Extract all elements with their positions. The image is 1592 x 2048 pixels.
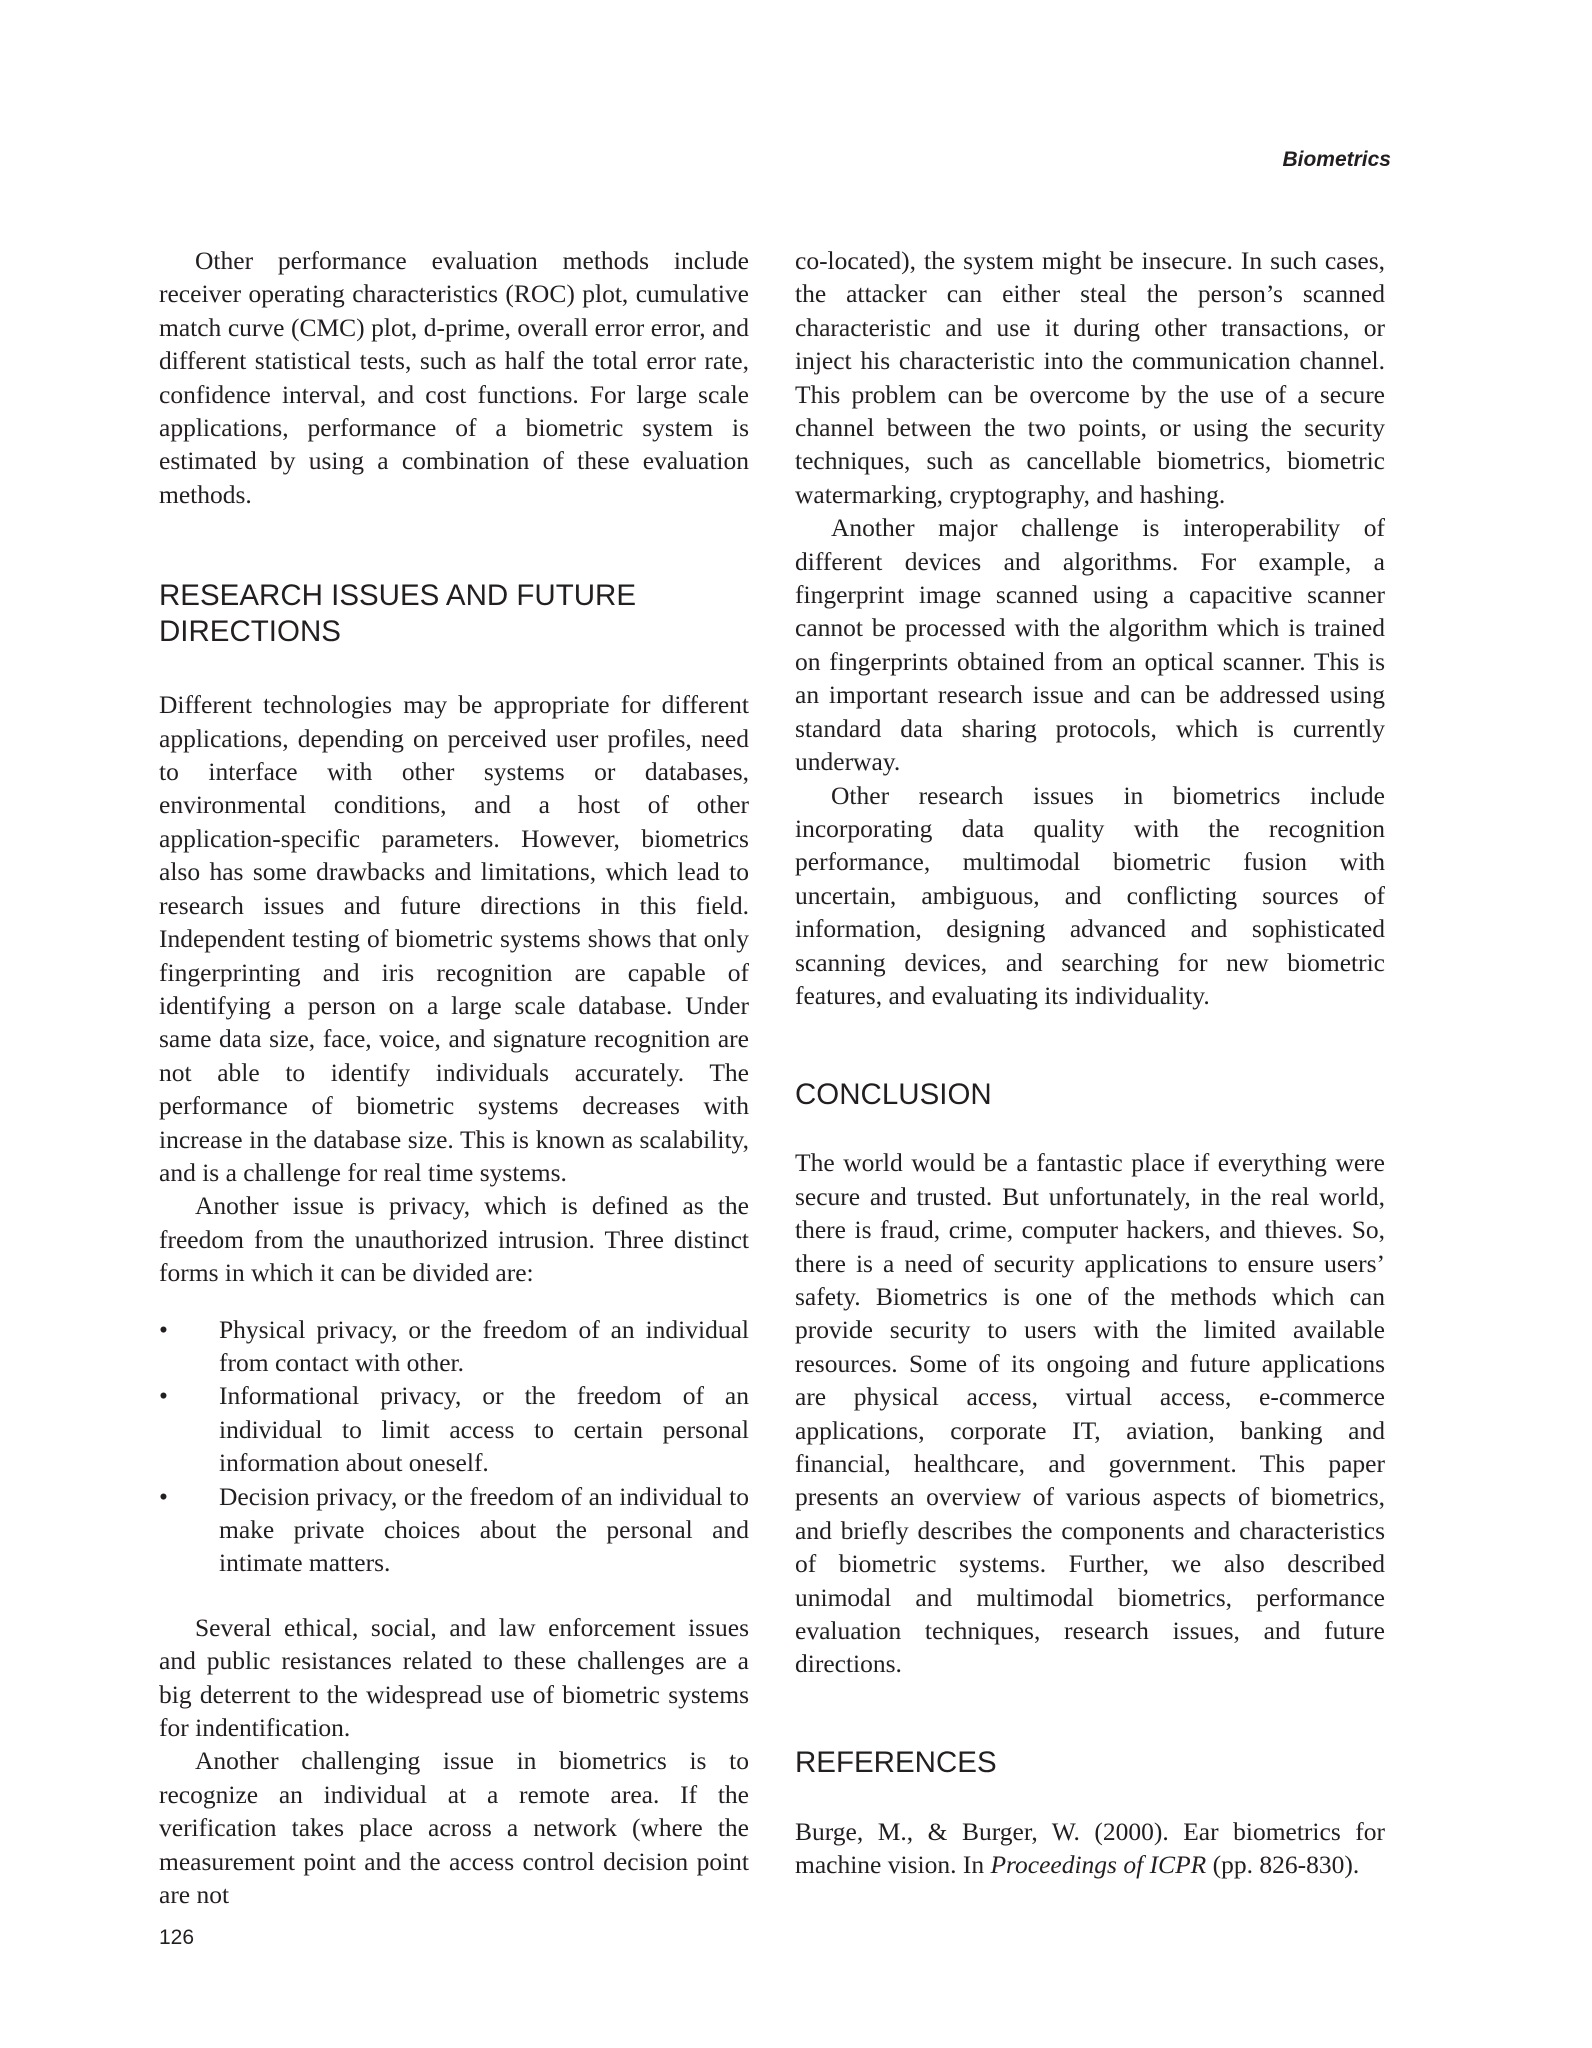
- list-item-text: Physical privacy, or the freedom of an individual from contact with other.: [219, 1314, 749, 1377]
- section-heading-research-issues: RESEARCH ISSUES AND FUTURE DIRECTIONS: [159, 579, 636, 649]
- list-item-text: Informational privacy, or the freedom of an individual to limit access to certain personal information about oneself.: [219, 1381, 749, 1478]
- research-paragraph-2: Another issue is privacy, which is defined as the freedom from the unauthorized intrusion. Three distinct forms in which it can be divided are:: [159, 1191, 749, 1288]
- reference-pages: (pp. 826-830).: [1212, 1850, 1360, 1880]
- conclusion-paragraph: The world would be a fantastic place if everything were secure and trusted. But unfortunately, in the real world, there is fraud, crime, computer hackers, and thieves. So, there is a need of security applications to ensure users’ safety. Biometrics is one of the methods which can provide security to users with the limited available resources. Some of its ongoing and future applications are physical access, virtual access, e-commerce applications, corporate IT, aviation, banking and financial, healthcare, and government. This paper presents an overview of various aspects of biometrics, and briefly describes the components and characteristics of biometric systems. Further, we also described unimodal and multimodal biometrics, performance evaluation techniques, research issues, and future directions.: [795, 1148, 1385, 1679]
- continued-paragraph: co-located), the system might be insecure. In such cases, the attacker can either steal the person’s scanned characteristic and use it during other transactions, or inject his characteristic into the communication channel. This problem can be overcome by the use of a secure channel between the two points, or using the security techniques, such as cancellable biometrics, biometric watermarking, cryptography, and hashing.: [795, 246, 1385, 509]
- list-item: [159, 1379, 749, 1479]
- list-item: [159, 1480, 749, 1580]
- section-heading-conclusion: CONCLUSION: [795, 1078, 992, 1112]
- bullet-icon: •: [159, 1314, 168, 1344]
- reference-entry: [795, 1815, 1385, 1882]
- right-column: [795, 244, 1385, 1882]
- intro-paragraph: Other performance evaluation methods include receiver operating characteristics (ROC) plot, cumulative match curve (CMC) plot, d-prime, overall error error, and different statistical tests, such as half the total error rate, confidence interval, and cost functions. For large scale applications, performance of a biometric system is estimated by using a combination of these evaluation methods.: [159, 246, 749, 509]
- page-number: 126: [159, 1926, 195, 1949]
- bullet-icon: •: [159, 1381, 168, 1411]
- bullet-icon: •: [159, 1481, 168, 1511]
- privacy-forms-list: [159, 1313, 749, 1580]
- list-item-text: Decision privacy, or the freedom of an individual to make private choices about the personal and intimate matters.: [219, 1481, 749, 1578]
- left-column: [159, 244, 749, 1911]
- running-head: Biometrics: [1282, 148, 1391, 171]
- reference-venue: Proceedings of ICPR: [990, 1850, 1207, 1880]
- research-paragraph-1: Different technologies may be appropriate for different applications, depending on perceived user profiles, need to interface with other systems or databases, environmental conditions, and a host of other application-specific parameters. However, biometrics also has some drawbacks and limitations, which lead to research issues and future directions in this field. Independent testing of biometric systems shows that only fingerprinting and iris recognition are capable of identifying a person on a large scale database. Under same data size, face, voice, and signature recognition are not able to identify individuals accurately. The performance of biometric systems decreases with increase in the database size. This is known as scalability, and is a challenge for real time systems.: [159, 690, 749, 1187]
- list-item: [159, 1313, 749, 1380]
- research-paragraph-4: Another challenging issue in biometrics is to recognize an individual at a remote area. If the verification takes place across a network (where the measurement point and the access control decision point are not: [159, 1746, 749, 1910]
- section-heading-references: REFERENCES: [795, 1745, 997, 1779]
- research-paragraph-3: Several ethical, social, and law enforcement issues and public resistances related to these challenges are a big deterrent to the widespread use of biometric systems for indentification.: [159, 1612, 749, 1743]
- reference-authors: Burge, M., & Burger, W. (2000). Ear biometrics for machine vision. In: [795, 1816, 1385, 1880]
- interoperability-paragraph: Another major challenge is interoperability of different devices and algorithms. For example, a fingerprint image scanned using a capacitive scanner cannot be processed with the algorithm which is trained on fingerprints obtained from an optical scanner. This is an important research issue and can be addressed using standard data sharing protocols, which is currently underway.: [795, 513, 1385, 777]
- other-issues-paragraph: Other research issues in biometrics include incorporating data quality with the recognition performance, multimodal biometric fusion with uncertain, ambiguous, and conflicting sources of information, designing advanced and sophisticated scanning devices, and searching for new biometric features, and evaluating its individuality.: [795, 780, 1385, 1010]
